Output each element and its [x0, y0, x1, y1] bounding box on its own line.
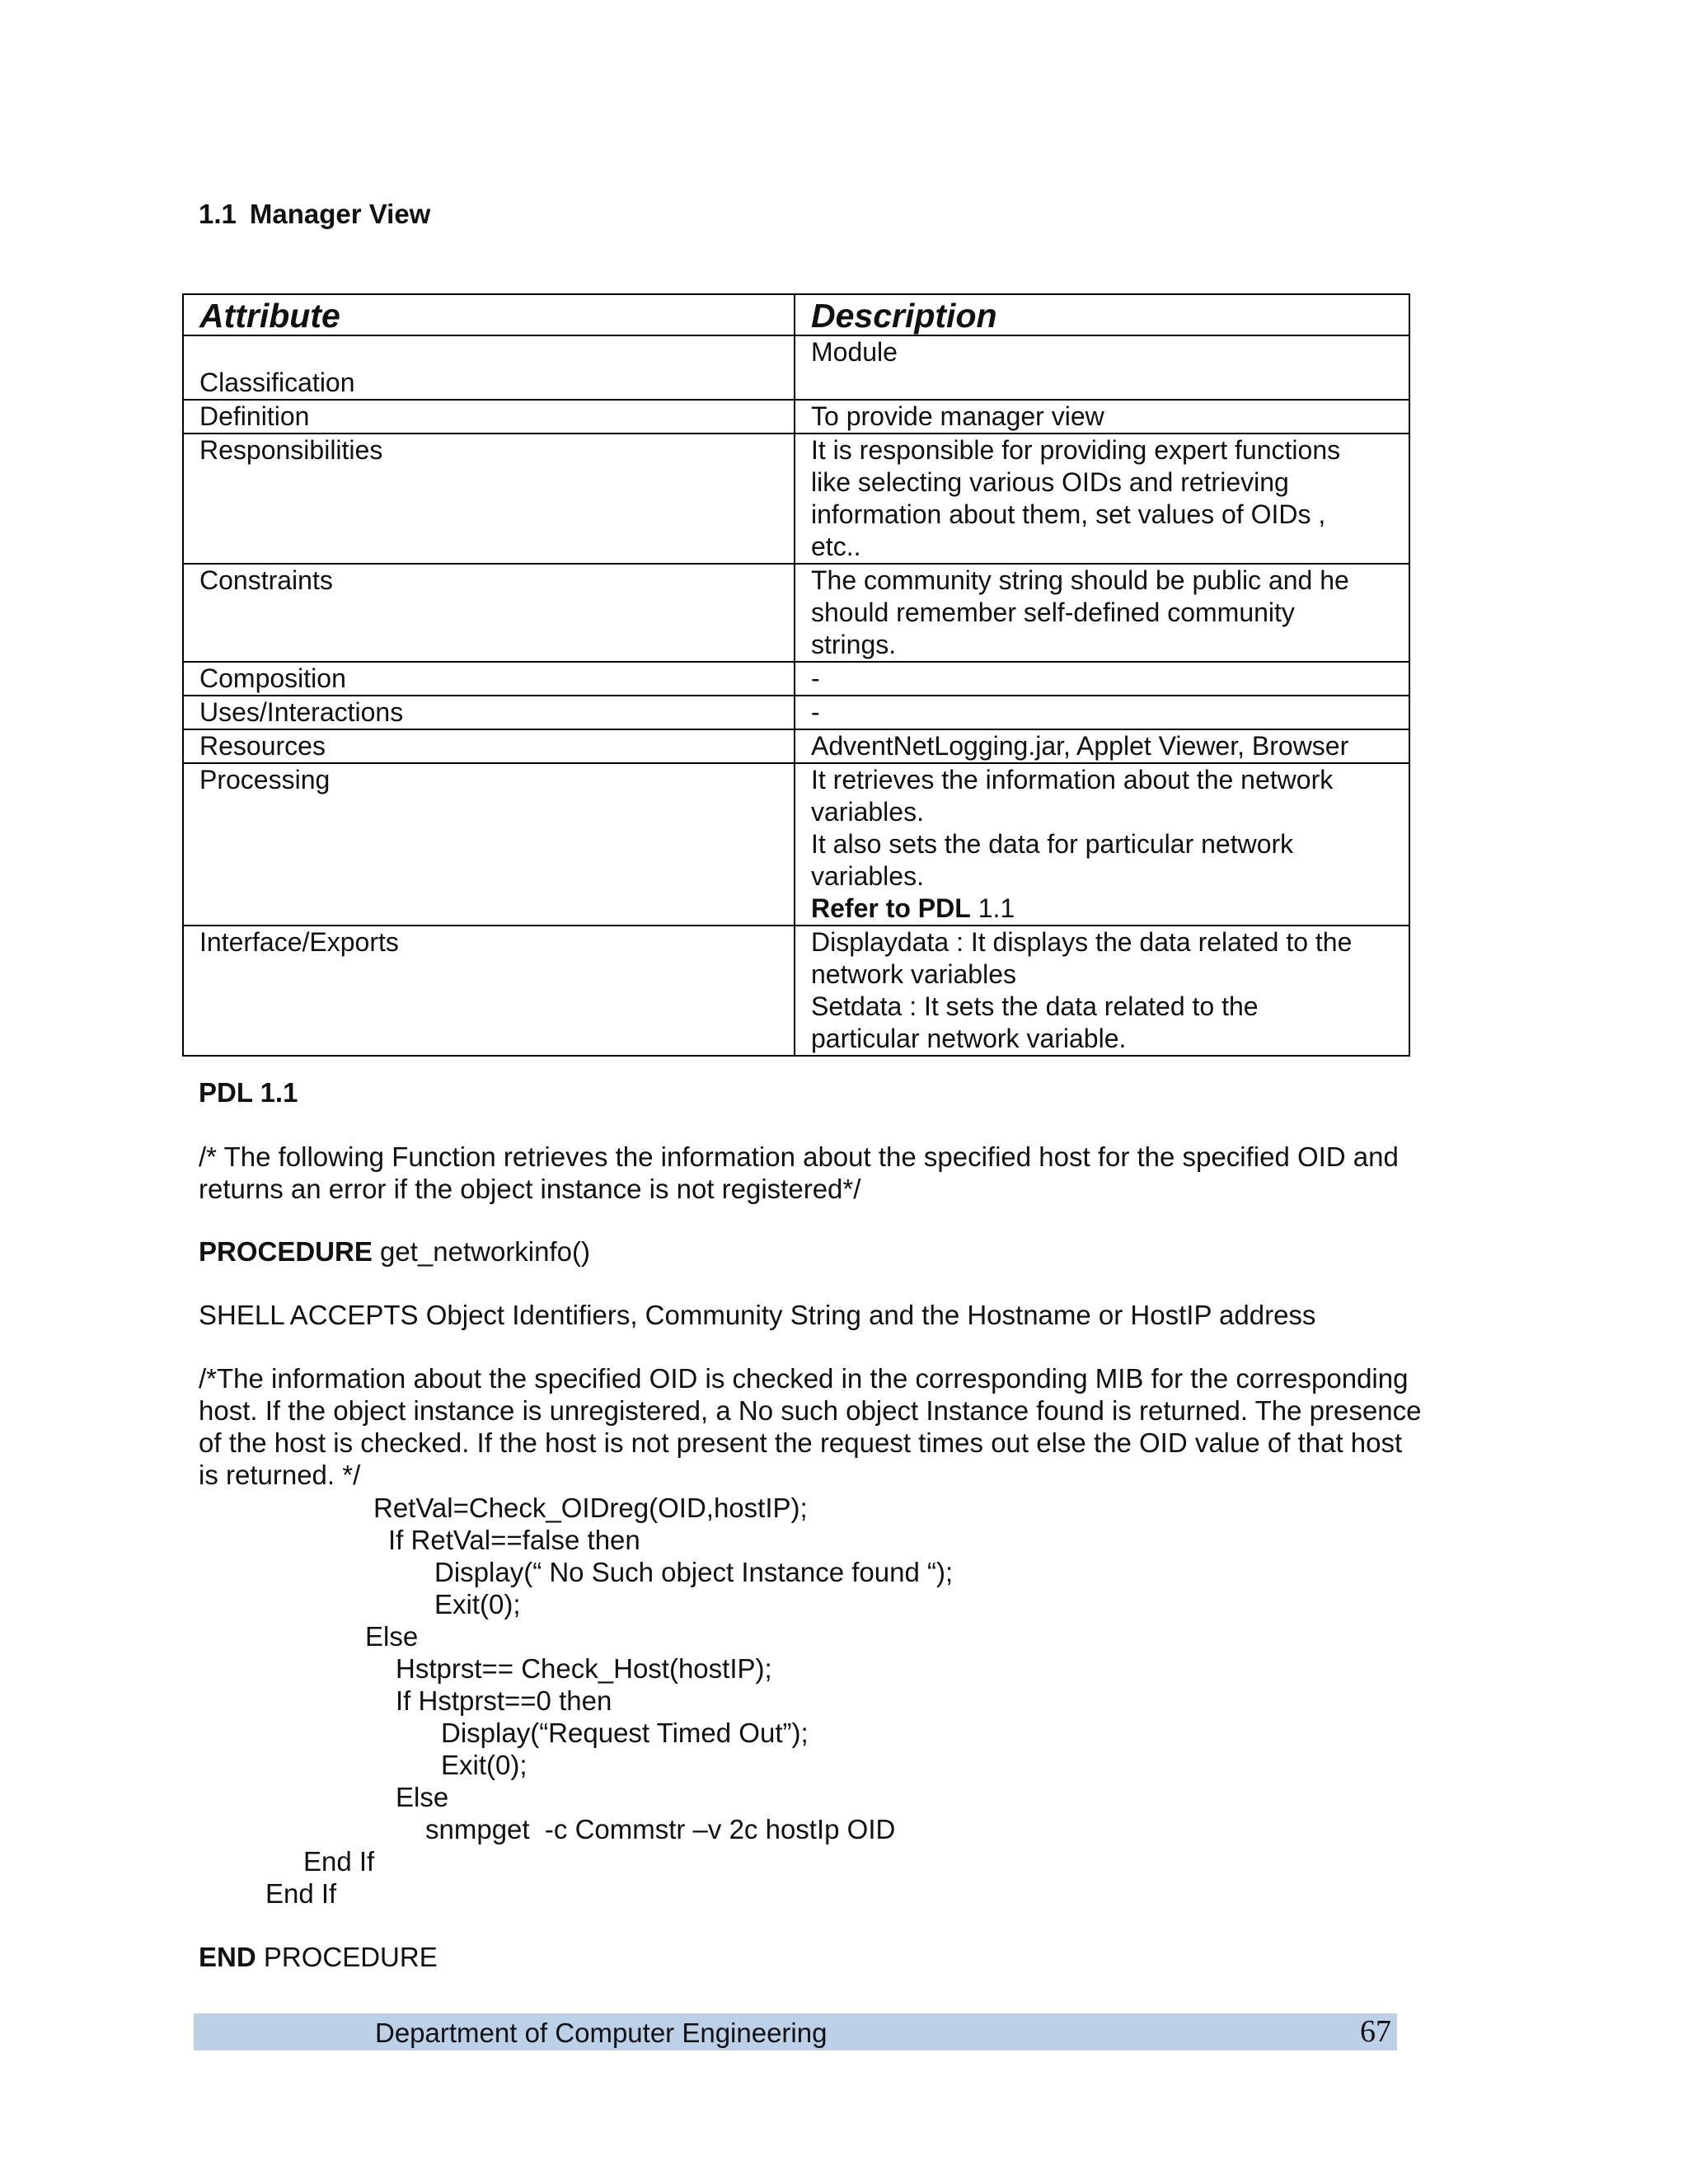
- description-line: The community string should be public and he: [811, 565, 1349, 595]
- procedure-name: get_networkinfo(): [372, 1236, 590, 1267]
- code-line: Else: [396, 1782, 449, 1812]
- description-cell: [795, 696, 1409, 729]
- attribute-cell: Processing: [183, 763, 795, 926]
- description-line: Module: [811, 337, 898, 367]
- description-line: Displaydata : It displays the data related to the: [811, 927, 1353, 957]
- pdl-comment-1: [199, 1141, 1451, 1205]
- attribute-cell: Resources: [183, 729, 795, 763]
- description-cell: [795, 564, 1409, 662]
- table-row: [183, 662, 1409, 696]
- table-row: [183, 335, 1409, 400]
- description-line: variables.: [811, 861, 924, 891]
- pdl-heading: PDL 1.1: [199, 1077, 298, 1108]
- code-line: Exit(0);: [434, 1589, 521, 1619]
- comment-line: of the host is checked. If the host is not present the request times out else the OID value of that host: [199, 1427, 1403, 1458]
- footer-department: Department of Computer Engineering: [375, 2018, 828, 2048]
- section-title: Manager View: [249, 199, 431, 229]
- description-cell: [795, 763, 1409, 926]
- description-cell: [795, 434, 1409, 564]
- attribute-cell: Constraints: [183, 564, 795, 662]
- table-row: [183, 400, 1409, 434]
- code-line: If Hstprst==0 then: [396, 1685, 612, 1716]
- description-line: particular network variable.: [811, 1024, 1127, 1053]
- description-line: etc..: [811, 532, 861, 561]
- end-keyword: END: [199, 1942, 256, 1972]
- attribute-cell: Interface/Exports: [183, 926, 795, 1056]
- table-row: [183, 763, 1409, 926]
- procedure-declaration: [199, 1235, 1451, 1268]
- comment-line: /*The information about the specified OID is checked in the corresponding MIB for the corresponding: [199, 1363, 1409, 1394]
- description-line: like selecting various OIDs and retrieving: [811, 467, 1289, 497]
- description-line: variables.: [811, 797, 924, 827]
- description-line: information about them, set values of OIDs ,: [811, 499, 1326, 529]
- description-cell: [795, 400, 1409, 434]
- description-line: network variables: [811, 959, 1016, 989]
- column-header-description: Description: [795, 294, 1409, 335]
- comment-line: host. If the object instance is unregistered, a No such object Instance found is returned. The presence: [199, 1395, 1422, 1426]
- code-line: Hstprst== Check_Host(hostIP);: [396, 1653, 772, 1684]
- section-heading: [199, 198, 430, 231]
- description-line: AdventNetLogging.jar, Applet Viewer, Browser: [811, 731, 1349, 761]
- description-line: strings.: [811, 630, 897, 659]
- end-procedure-text: PROCEDURE: [256, 1942, 438, 1972]
- shell-accepts-line: SHELL ACCEPTS Object Identifiers, Community String and the Hostname or HostIP address: [199, 1300, 1316, 1330]
- table-row: [183, 696, 1409, 729]
- code-line: Display(“Request Timed Out”);: [441, 1718, 809, 1748]
- description-line: Setdata : It sets the data related to the: [811, 991, 1259, 1021]
- description-cell: [795, 729, 1409, 763]
- description-line: It is responsible for providing expert functions: [811, 435, 1341, 465]
- table-row: [183, 926, 1409, 1056]
- attribute-cell: Uses/Interactions: [183, 696, 795, 729]
- attribute-cell: Definition: [183, 400, 795, 434]
- description-line: It retrieves the information about the network: [811, 765, 1334, 794]
- table-row: [183, 564, 1409, 662]
- procedure-keyword: PROCEDURE: [199, 1236, 373, 1267]
- table-header-row: [183, 294, 1409, 335]
- code-line: If RetVal==false then: [388, 1525, 640, 1555]
- comment-line: /* The following Function retrieves the information about the specified host for the specified OID and: [199, 1141, 1399, 1172]
- description-line: -: [811, 697, 820, 727]
- description-cell: [795, 662, 1409, 696]
- table-row: [183, 434, 1409, 564]
- code-line: End If: [265, 1878, 337, 1909]
- pdl-comment-2: [199, 1362, 1451, 1491]
- table-row: [183, 729, 1409, 763]
- attribute-cell: Classification: [183, 335, 795, 400]
- description-line: -: [811, 663, 820, 693]
- end-procedure-line: [199, 1941, 1451, 1973]
- description-line: To provide manager view: [811, 401, 1104, 431]
- description-line: should remember self-defined community: [811, 598, 1295, 627]
- code-line: Exit(0);: [441, 1750, 528, 1780]
- code-line: Else: [365, 1621, 419, 1652]
- comment-line: returns an error if the object instance is not registered*/: [199, 1174, 861, 1204]
- page-number: 67: [1360, 2014, 1391, 2049]
- comment-line: is returned. */: [199, 1460, 361, 1490]
- description-line: It also sets the data for particular network: [811, 829, 1294, 859]
- attribute-table: [182, 293, 1410, 1057]
- code-line: RetVal=Check_OIDreg(OID,hostIP);: [373, 1493, 808, 1523]
- code-line: snmpget -c Commstr –v 2c hostIp OID: [425, 1814, 896, 1844]
- code-line: Display(“ No Such object Instance found “);: [434, 1557, 954, 1587]
- column-header-attribute: Attribute: [183, 294, 795, 335]
- section-number: 1.1: [199, 199, 237, 229]
- attribute-cell: Responsibilities: [183, 434, 795, 564]
- code-line: End If: [303, 1846, 375, 1877]
- description-cell: [795, 926, 1409, 1056]
- description-cell: [795, 335, 1409, 400]
- pdl-reference: [811, 893, 1397, 925]
- pdl-reference-number: 1.1: [970, 893, 1015, 923]
- attribute-cell: Composition: [183, 662, 795, 696]
- pdl-reference-label: Refer to PDL: [811, 893, 971, 923]
